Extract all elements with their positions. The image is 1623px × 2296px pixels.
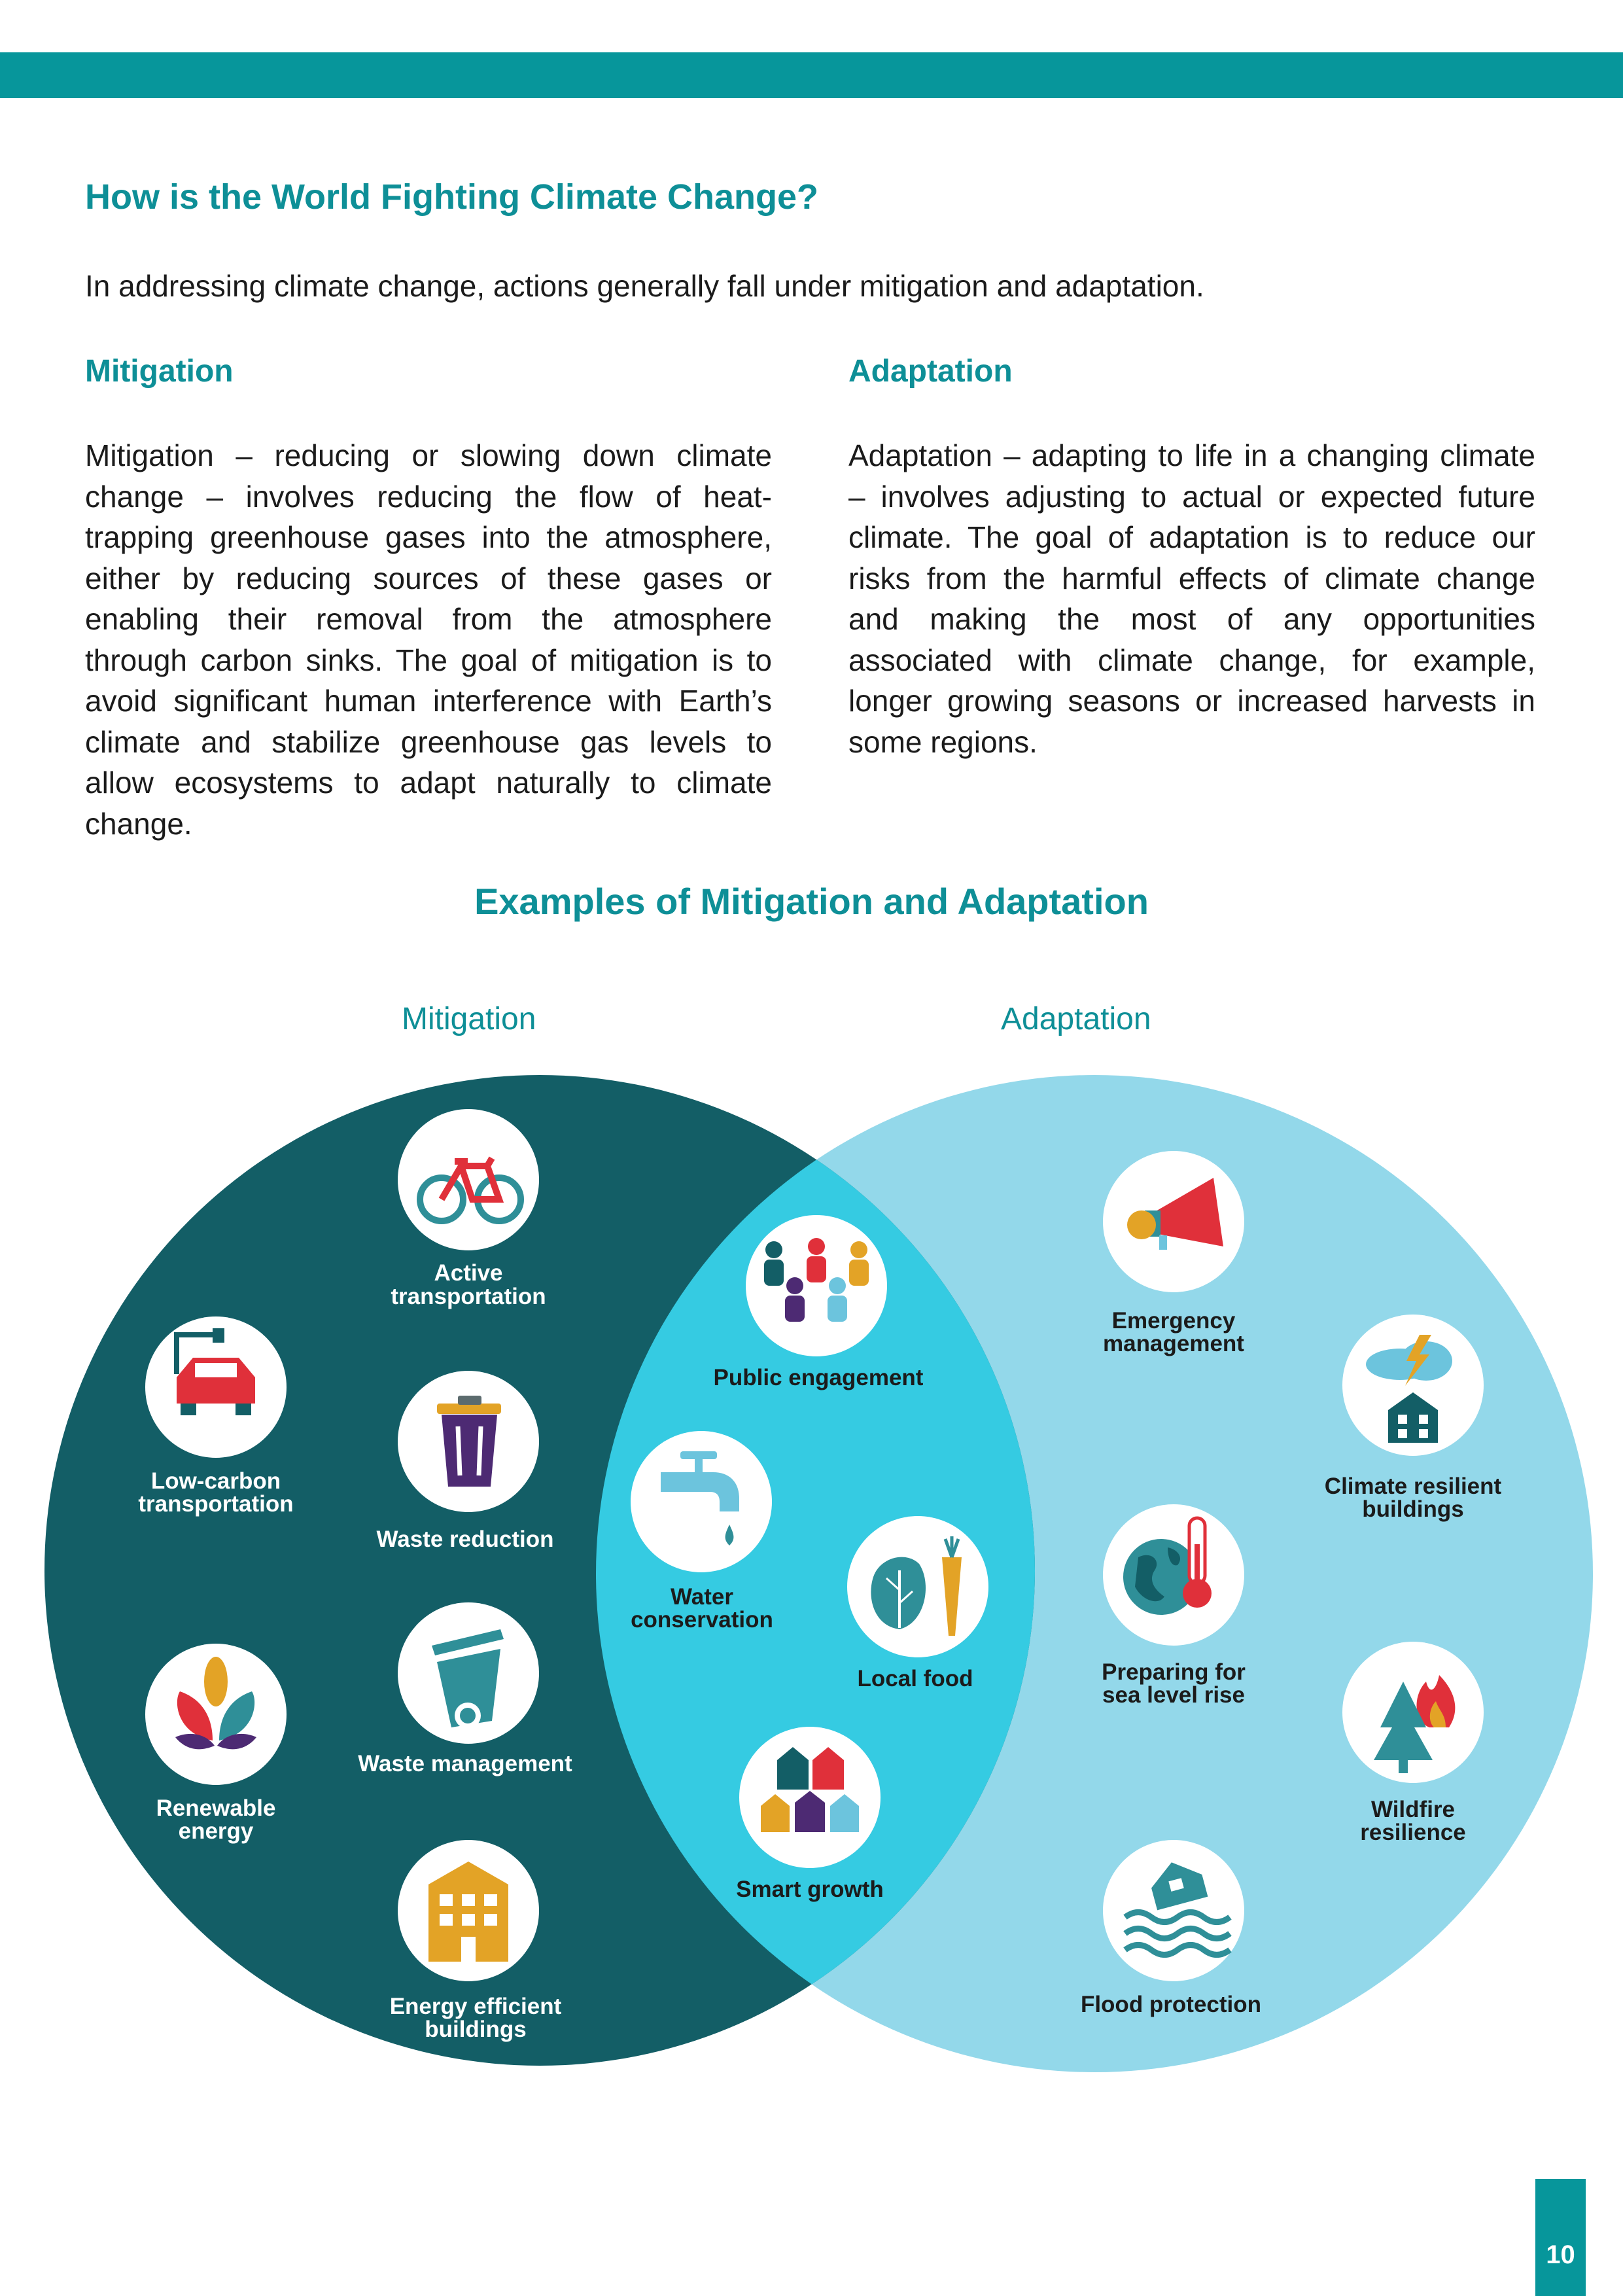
mitigation-heading: Mitigation [85,354,234,389]
item-emergency-management [1103,1151,1244,1356]
label-flood-protection: Flood protection [1080,1992,1262,2017]
label-waste-reduction: Waste reduction [376,1527,554,1552]
label-active-transportation-2: transportation [391,1284,546,1309]
mitigation-paragraph: Mitigation – reducing or slowing down climate change – involves reducing the flow of heat-trapping greenhouse gases into the atmosphere, either by reducing sources of these gases or enabling their removal from the atmosphere through carbon sinks. The goal of mitigation is to avoid significant human interference with Earth’s climate and stabilize greenhouse gas levels to allow ecosystems to adapt naturally to climate change. [85,438,772,841]
label-water-conservation-2: conservation [631,1607,773,1633]
page-number: 10 [1535,2179,1586,2296]
label-renewable-2: energy [178,1818,254,1844]
adaptation-heading: Adaptation [848,354,1013,389]
label-local-food: Local food [857,1666,973,1691]
label-low-carbon-2: transportation [138,1491,294,1517]
label-sea-level-2: sea level rise [1102,1682,1245,1708]
label-emergency-1: Emergency [1111,1308,1236,1333]
label-wildfire-2: resilience [1360,1820,1466,1845]
label-waste-management: Waste management [358,1751,572,1776]
label-energy-efficient-2: buildings [425,2017,527,2042]
intro-paragraph: In addressing climate change, actions generally fall under mitigation and adaptation. [85,269,1204,303]
label-active-transportation-1: Active [434,1260,503,1286]
venn-mitigation-label: Mitigation [402,1002,536,1036]
page-title: How is the World Fighting Climate Change? [85,177,819,217]
label-emergency-2: management [1103,1331,1244,1356]
venn-adaptation-label: Adaptation [1001,1002,1151,1036]
item-preparing-sea-level-rise [1102,1504,1246,1708]
label-public-engagement: Public engagement [713,1365,924,1390]
label-smart-growth: Smart growth [736,1877,884,1902]
item-renewable-energy [145,1644,287,1844]
adaptation-paragraph: Adaptation – adapting to life in a changing climate – involves adjusting to actual or expected future climate. The goal of adaptation is to reduce our risks from the harmful effects of climate change and making the most of any opportunities associated with climate change, for example, longer growing seasons or increased harvests in some regions. [848,438,1535,759]
examples-title: Examples of Mitigation and Adaptation [474,881,1149,922]
label-climate-resilient-1: Climate resilient [1324,1474,1502,1499]
label-sea-level-1: Preparing for [1102,1659,1246,1685]
item-low-carbon-transportation [138,1316,293,1517]
label-low-carbon-1: Low-carbon [150,1468,281,1494]
label-climate-resilient-2: buildings [1362,1496,1464,1522]
label-energy-efficient-1: Energy efficient [389,1994,562,2019]
label-wildfire-1: Wildfire [1370,1797,1456,1822]
label-water-conservation-1: Water [671,1584,733,1610]
label-renewable-1: Renewable [156,1795,276,1821]
